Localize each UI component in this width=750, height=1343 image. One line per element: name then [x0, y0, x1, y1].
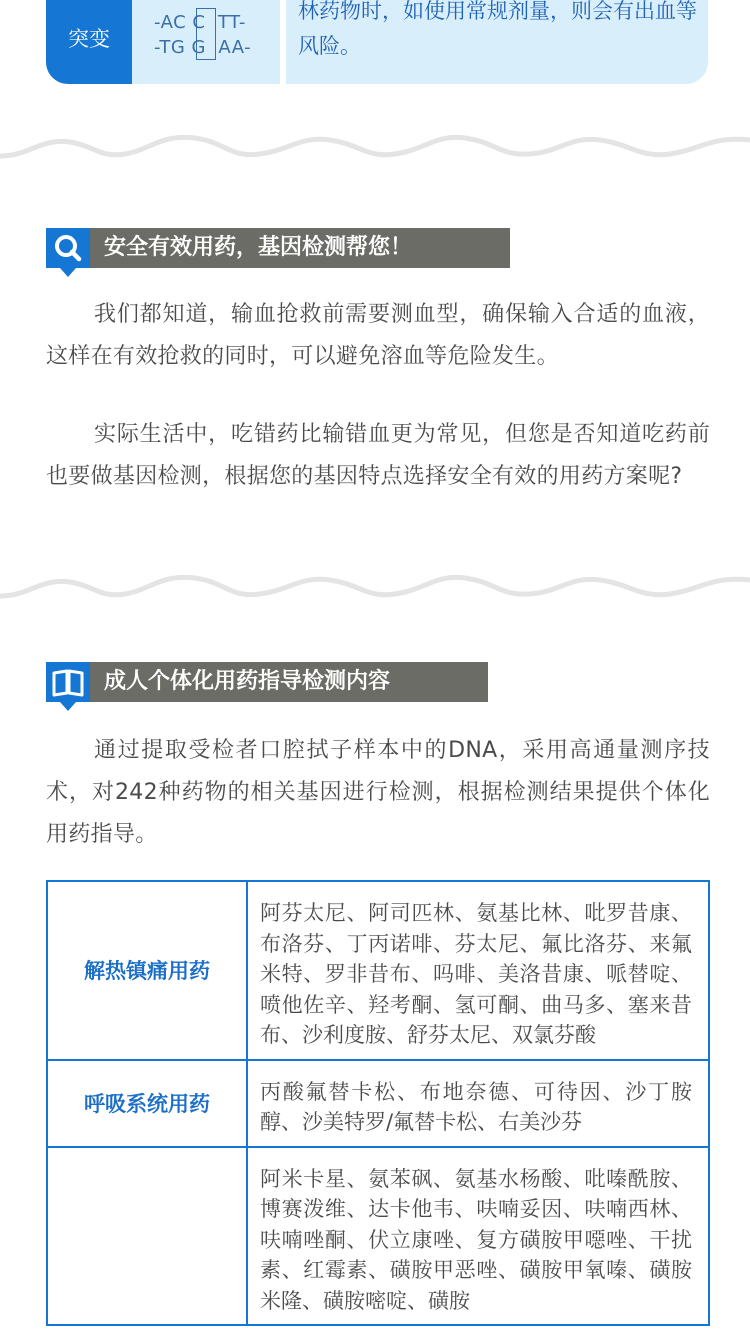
- dna-strand-bottom: -TG G AA-: [154, 37, 252, 58]
- paragraph: 通过提取受检者口腔拭子样本中的DNA，采用高通量测序技术，对242种药物的相关基因进行检测，根据检测结果提供个体化用药指导。: [46, 738, 710, 847]
- mutation-label: 突变: [46, 0, 132, 84]
- category-cell: [47, 1147, 247, 1326]
- mutation-highlight-box: [196, 8, 216, 60]
- drug-table: [46, 880, 710, 1326]
- drug-list-cell: 阿米卡星、氨苯砜、氨基水杨酸、吡嗪酰胺、博赛泼维、达卡他韦、呋喃妥因、呋喃西林、呋喃唑酮、伏立康唑、复方磺胺甲噁唑、干扰素、红霉素、磺胺甲恶唑、磺胺甲氧嗪、磺胺米隆、磺胺嘧啶、磺胺: [247, 1147, 709, 1326]
- table-row: [47, 881, 709, 1060]
- category-cell: 呼吸系统用药: [47, 1060, 247, 1147]
- section-title: 成人个体化用药指导检测内容: [90, 662, 488, 702]
- book-icon: [46, 662, 90, 702]
- paragraph: 我们都知道，输血抢救前需要测血型，确保输入合适的血液，这样在有效抢救的同时，可以避免溶血等危险发生。: [46, 302, 710, 369]
- cloud-divider: [0, 128, 750, 168]
- drug-list-cell: 丙酸氟替卡松、布地奈德、可待因、沙丁胺醇、沙美特罗/氟替卡松、右美沙芬: [247, 1060, 709, 1147]
- category-cell: 解热镇痛用药: [47, 881, 247, 1060]
- risk-description: 林药物时，如使用常规剂量，则会有出血等风险。: [298, 0, 697, 58]
- mutation-card: [46, 0, 708, 84]
- table-row: [47, 1147, 709, 1326]
- dna-sequence: [132, 0, 286, 84]
- cloud-divider: [0, 568, 750, 608]
- search-icon: [46, 228, 90, 268]
- dna-strand-top: -AC C TT-: [154, 12, 246, 33]
- drug-list-cell: 阿芬太尼、阿司匹林、氨基比林、吡罗昔康、布洛芬、丁丙诺啡、芬太尼、氟比洛芬、来氟米特、罗非昔布、吗啡、美洛昔康、哌替啶、喷他佐辛、羟考酮、氢可酮、曲马多、塞来昔布、沙利度胺、舒芬太尼、双氯芬酸: [247, 881, 709, 1060]
- paragraph: 实际生活中，吃错药比输错血更为常见，但您是否知道吃药前也要做基因检测，根据您的基因特点选择安全有效的用药方案呢?: [46, 422, 710, 489]
- section-title: 安全有效用药，基因检测帮您！: [90, 228, 510, 268]
- table-row: [47, 1060, 709, 1147]
